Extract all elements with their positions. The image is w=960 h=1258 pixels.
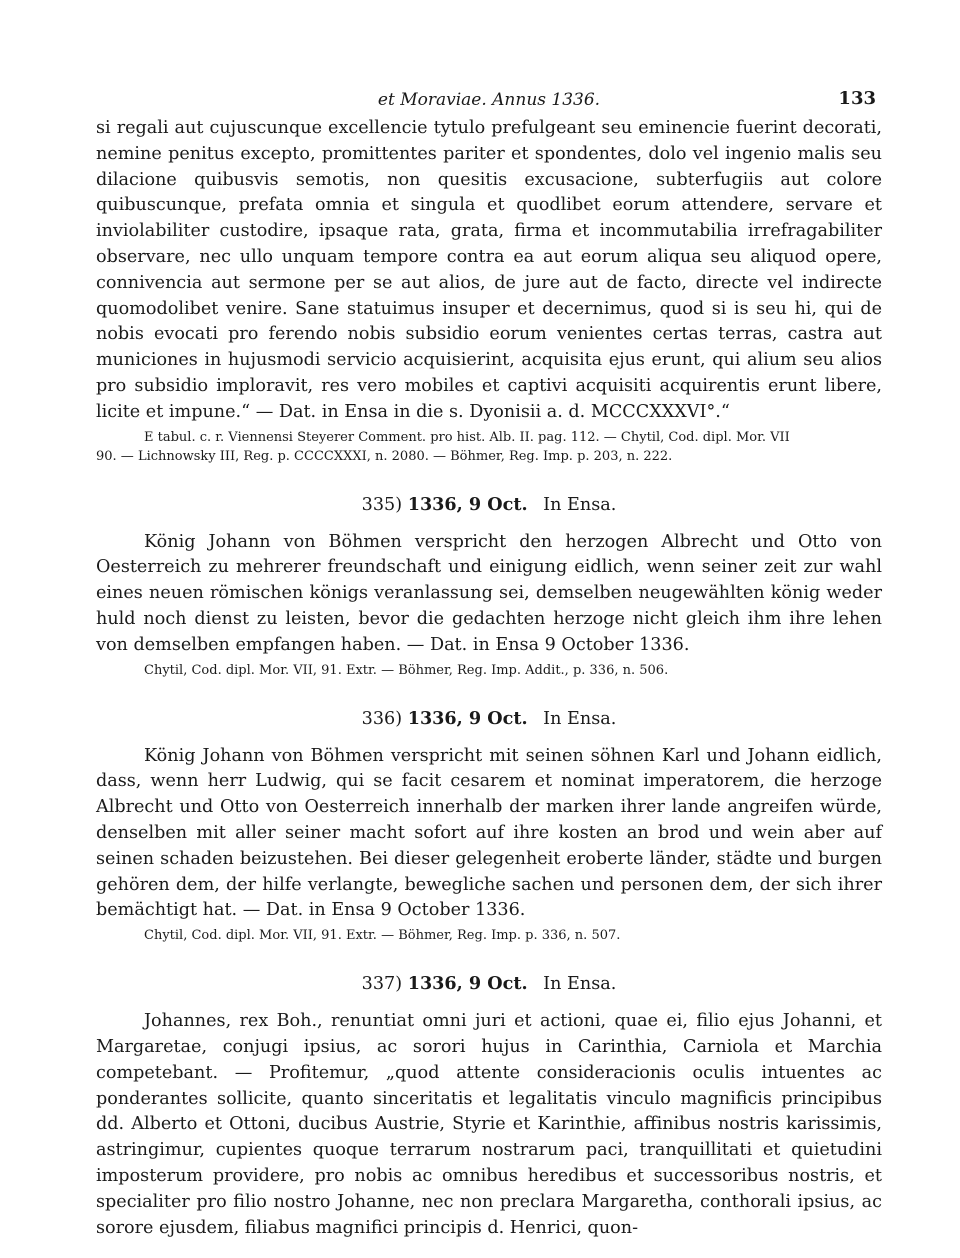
continued-text: si regali aut cujuscunque excellencie tytulo prefulgeant seu eminencie fuerint decorati, nemine penitus excepto, promittentes pariter et spondentes, dolo vel ingenio malis seu dilacione quibusvis semotis, non quesitis excusacione, subterfugiis aut colore quibuscunque, prefata omnia et singula et quodlibet eorum attendere, servare et inviolabiliter custodire, ipsaque rata, grata, firma et incommutabilia irrefragabiliter observare, nec ullo unquam tempore contra ea aut eorum aliqua seu aliquod opere, connivencia aut sermone per se aut alios, de jure aut de facto, directe vel indirecte quomodolibet venire. Sane statuimus insuper et decernimus, quod si is seu hi, qui de nobis evocati pro ferendo nobis subsidio eorum venientes certas terras, castra aut municiones in hujusmodi servicio acquisierint, acquisita ejus erunt, qui alium seu alios pro subsidio imploravit, res vero mobiles et captivi acquisiti acquirentis erunt libere, licite et impune.“ — Dat. in Ensa in die s. Dyonisii a. d. MCCCXXXVI°.“	[96, 118, 882, 422]
document-number: 336)	[361, 708, 403, 729]
source-note-line: Chytil, Cod. dipl. Mor. VII, 91. Extr. — Böhmer, Reg. Imp. p. 336, n. 507.	[144, 928, 621, 944]
document-date: 1336, 9 Oct.	[407, 493, 528, 515]
document-number: 337)	[361, 974, 403, 995]
document-header-335	[96, 492, 882, 518]
source-note-line: Chytil, Cod. dipl. Mor. VII, 91. Extr. — Böhmer, Reg. Imp. Addit., p. 336, n. 506.	[144, 662, 669, 678]
document-place: In Ensa.	[543, 974, 617, 995]
document-date: 1336, 9 Oct.	[407, 973, 528, 995]
source-note-336	[96, 926, 882, 945]
document-page	[96, 86, 882, 1241]
document-number: 335)	[361, 494, 403, 515]
source-note-line: 90. — Lichnowsky III, Reg. p. CCCCXXXI, n. 2080. — Böhmer, Reg. Imp. p. 203, n. 222.	[96, 448, 673, 464]
source-note-335	[96, 661, 882, 680]
page-number: 133	[838, 88, 876, 109]
document-date: 1336, 9 Oct.	[407, 707, 528, 729]
document-place: In Ensa.	[543, 494, 617, 515]
document-header-337	[96, 971, 882, 997]
document-place: In Ensa.	[543, 708, 617, 729]
running-head	[96, 86, 882, 116]
running-title: et Moraviae. Annus 1336.	[377, 90, 601, 110]
document-text-336: König Johann von Böhmen verspricht mit seinen söhnen Karl und Johann eidlich, dass, wenn herr Ludwig, qui se facit cesarem et nominat imperatorem, die herzoge Albrecht und Otto von Oesterreich innerhalb der marken ihrer lande angreifen würde, denselben mit aller seiner macht sofort auf ihre kosten an brod und wein aber auf seinen schaden beizustehen. Bei dieser gelegenheit eroberte länder, städte und burgen gehören dem, der hilfe verlangte, bewegliche sachen und personen dem, der sich ihrer bemächtigt hat. — Dat. in Ensa 9 October 1336.	[96, 745, 882, 921]
source-note	[96, 428, 882, 466]
document-text-335: König Johann von Böhmen verspricht den herzogen Albrecht und Otto von Oesterreich zu mehrerer freundschaft und einigung eidlich, wenn seiner zeit zur wahl eines neuen römischen königs veranlassung sei, demselben neugewählten könig weder huld noch dienst zu leisten, bevor die gedachten herzoge nicht gleich ihm ihre lehen von demselben empfangen haben. — Dat. in Ensa 9 October 1336.	[96, 531, 882, 655]
document-text-337: Johannes, rex Boh., renuntiat omni juri et actioni, quae ei, filio ejus Johanni, et Margaretae, conjugi ipsius, ac sorori hujus in Carinthia, Carniola et Marchia competebant. — Profitemur, „quod attente consideracionis oculis intuentes ac ponderantes sollicite, quanto sinceritatis et legalitatis vinculo magnificis principibus dd. Alberto et Ottoni, ducibus Austrie, Styrie et Karinthie, affinibus nostris karissimis, astringimur, cupientes quoque terrarum nostrarum paci, tranquillitati et quietudini imposterum providere, pro nobis ac omnibus heredibus et successoribus nostris, et specialiter pro filio nostro Johanne, nec non preclara Margaretha, conthorali ipsius, ac sorore ejusdem, filiabus magnifici principis d. Henrici, quon-	[96, 1011, 882, 1238]
source-note-line: E tabul. c. r. Viennensi Steyerer Comment. pro hist. Alb. II. pag. 112. — Chytil, Cod. dipl. Mor. VII	[144, 429, 790, 445]
document-header-336	[96, 706, 882, 732]
